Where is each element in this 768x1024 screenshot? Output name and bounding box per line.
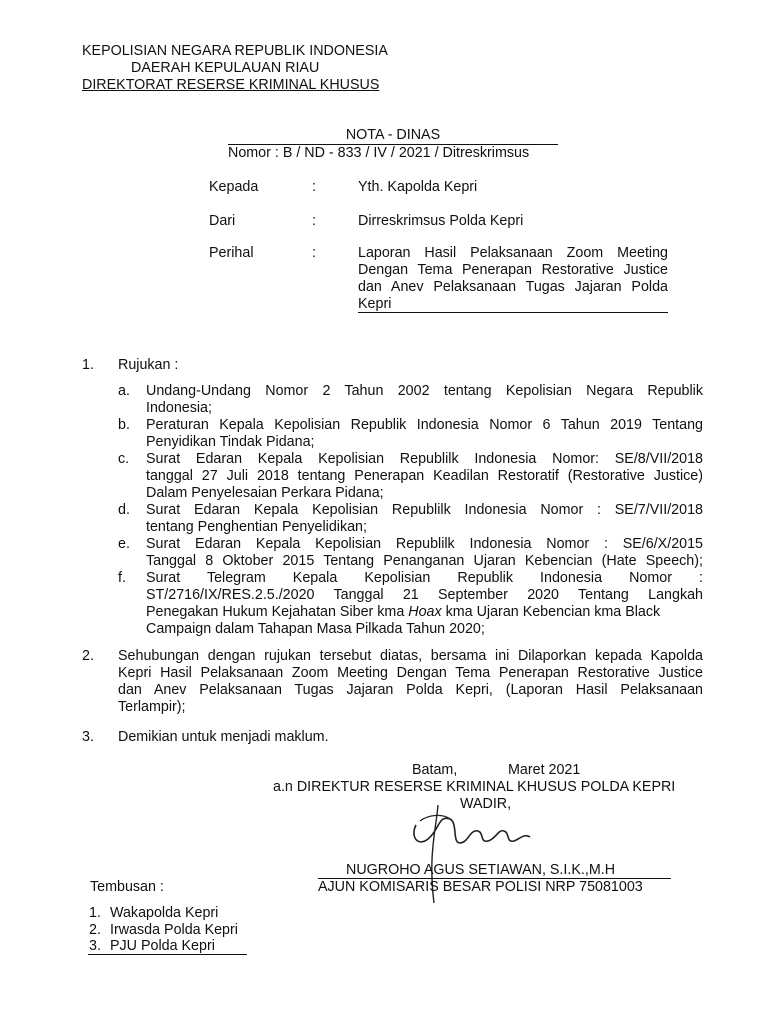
item-e-line-2: Tanggal 8 Oktober 2015 Tentang Penanganan Ujaran Kebencian (Hate Speech); bbox=[146, 553, 703, 569]
dari-colon: : bbox=[312, 213, 316, 229]
item-f-hoax: Hoax bbox=[408, 604, 442, 620]
item-c-line-2: tanggal 27 Juli 2018 tentang Penerapan Keadilan Restoratif (Restorative Justice) bbox=[146, 468, 703, 484]
kepada-value: Yth. Kapolda Kepri bbox=[358, 179, 478, 195]
header-line-2: DAERAH KEPULAUAN RIAU bbox=[131, 60, 320, 76]
item-e-line-1: Surat Edaran Kepala Kepolisian Republilk Indonesia Nomor : SE/6/X/2015 bbox=[146, 536, 703, 552]
item-d-line-2: tentang Penghentian Penyelidikan; bbox=[146, 519, 367, 535]
item-f-line-1: Surat Telegram Kepala Kepolisian Republik Indonesia Nomor : bbox=[146, 570, 703, 586]
tembusan-item-1: Wakapolda Kepri bbox=[110, 905, 219, 921]
tembusan-item-2: Irwasda Polda Kepri bbox=[110, 922, 238, 938]
kepada-colon: : bbox=[312, 179, 316, 195]
item-a-line-1: Undang-Undang Nomor 2 Tahun 2002 tentang Kepolisian Negara Republik bbox=[146, 383, 703, 399]
signature-date: Maret 2021 bbox=[508, 762, 581, 778]
signature-role: WADIR, bbox=[460, 796, 512, 812]
item-a-letter: a. bbox=[118, 383, 130, 399]
point-3-text: Demikian untuk menjadi maklum. bbox=[118, 729, 329, 745]
point-3-number: 3. bbox=[82, 729, 94, 745]
item-d-letter: d. bbox=[118, 502, 130, 518]
point-2-number: 2. bbox=[82, 648, 94, 664]
item-a-line-2: Indonesia; bbox=[146, 400, 212, 416]
dari-label: Dari bbox=[209, 213, 236, 229]
perihal-line-2: Dengan Tema Penerapan Restorative Justice bbox=[358, 262, 668, 278]
item-f-letter: f. bbox=[118, 570, 126, 586]
tembusan-num-1: 1. bbox=[89, 905, 101, 921]
item-f-line-3-pre: Penegakan Hukum Kejahatan Siber kma bbox=[146, 604, 409, 620]
perihal-underline bbox=[358, 312, 668, 313]
kepada-label: Kepada bbox=[209, 179, 259, 195]
signatory-rank: AJUN KOMISARIS BESAR POLISI NRP 75081003 bbox=[318, 879, 643, 895]
tembusan-item-3: PJU Polda Kepri bbox=[110, 938, 215, 954]
signatory-name: NUGROHO AGUS SETIAWAN, S.I.K.,M.H bbox=[346, 862, 616, 878]
perihal-line-4: Kepri bbox=[358, 296, 392, 312]
perihal-label: Perihal bbox=[209, 245, 254, 261]
nota-number: Nomor : B / ND - 833 / IV / 2021 / Ditreskrimsus bbox=[228, 145, 530, 161]
item-f-line-4: Campaign dalam Tahapan Masa Pilkada Tahun 2020; bbox=[146, 621, 485, 637]
item-f-line-3-post: kma Ujaran Kebencian kma Black bbox=[441, 604, 661, 620]
perihal-line-1: Laporan Hasil Pelaksanaan Zoom Meeting bbox=[358, 245, 668, 261]
dari-value: Dirreskrimsus Polda Kepri bbox=[358, 213, 524, 229]
header-line-1: KEPOLISIAN NEGARA REPUBLIK INDONESIA bbox=[82, 43, 388, 59]
header-line-3: DIREKTORAT RESERSE KRIMINAL KHUSUS bbox=[82, 77, 380, 93]
perihal-colon: : bbox=[312, 245, 316, 261]
perihal-line-3: dan Anev Pelaksanaan Tugas Jajaran Polda bbox=[358, 279, 668, 295]
point-2-line-1: Sehubungan dengan rujukan tersebut diatas, bersama ini Dilaporkan kepada Kapolda bbox=[118, 648, 703, 664]
item-c-letter: c. bbox=[118, 451, 130, 467]
item-b-letter: b. bbox=[118, 417, 130, 433]
tembusan-label: Tembusan : bbox=[90, 879, 164, 895]
tembusan-underline bbox=[88, 954, 247, 955]
tembusan-num-2: 2. bbox=[89, 922, 101, 938]
item-c-line-3: Dalam Penyelesaian Perkara Pidana; bbox=[146, 485, 384, 501]
signature-place: Batam, bbox=[412, 762, 458, 778]
tembusan-num-3: 3. bbox=[89, 938, 101, 954]
item-e-letter: e. bbox=[118, 536, 130, 552]
point-1-number: 1. bbox=[82, 357, 94, 373]
point-2-line-4: Terlampir); bbox=[118, 699, 186, 715]
point-1-title: Rujukan : bbox=[118, 357, 179, 373]
point-2-line-3: dan Anev Pelaksanaan Tugas Jajaran Polda Kepri, (Laporan Hasil Pelaksanaan bbox=[118, 682, 703, 698]
item-d-line-1: Surat Edaran Kepala Kepolisian Republilk Indonesia Nomor : SE/7/VII/2018 bbox=[146, 502, 703, 518]
item-f-line-3 bbox=[146, 604, 660, 621]
item-c-line-1: Surat Edaran Kepala Kepolisian Republilk Indonesia Nomor: SE/8/VII/2018 bbox=[146, 451, 703, 467]
nota-title: NOTA - DINAS bbox=[345, 127, 441, 143]
item-b-line-1: Peraturan Kepala Kepolisian Republik Indonesia Nomor 6 Tahun 2019 Tentang bbox=[146, 417, 703, 433]
point-2-line-2: Kepri Hasil Pelaksanaan Zoom Meeting Dengan Tema Penerapan Restorative Justice bbox=[118, 665, 703, 681]
signature-an: a.n DIREKTUR RESERSE KRIMINAL KHUSUS POLDA KEPRI bbox=[273, 779, 676, 795]
item-f-line-2: ST/2716/IX/RES.2.5./2020 Tanggal 21 September 2020 Tentang Langkah bbox=[146, 587, 703, 603]
item-b-line-2: Penyidikan Tindak Pidana; bbox=[146, 434, 315, 450]
